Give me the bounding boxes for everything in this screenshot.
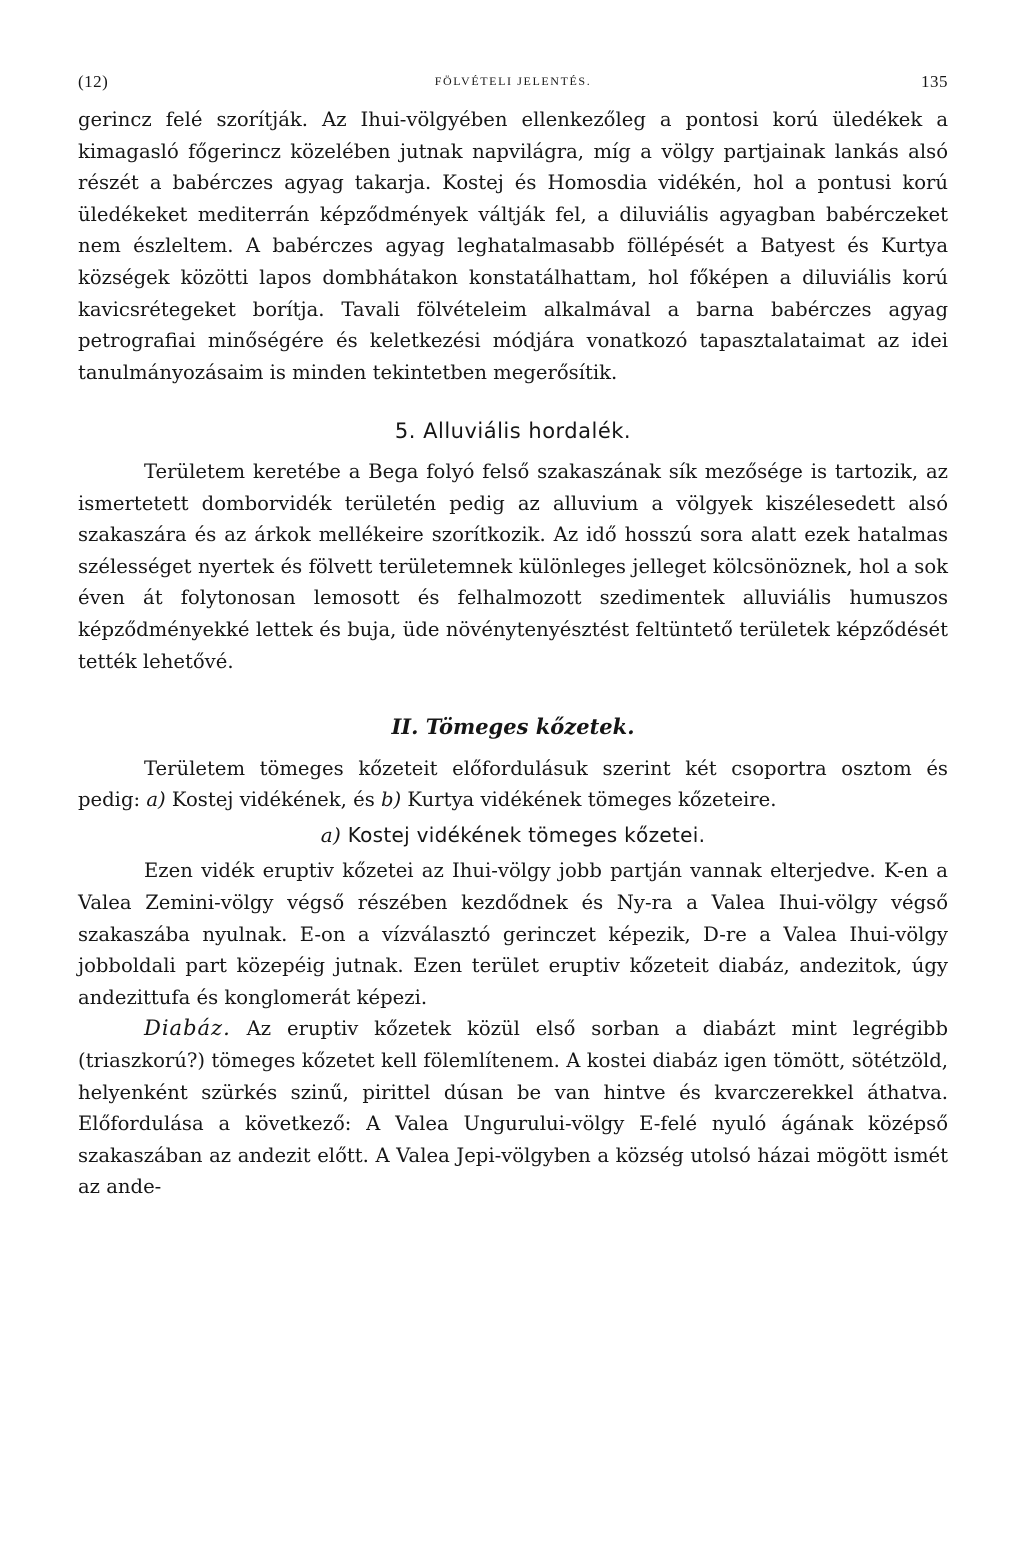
label-b: b) (381, 788, 402, 812)
paragraph-diabaz-text: Az eruptiv kőzetek közül első sorban a diabázt mint legrégibb (triaszkorú?) tömeges kőzetet kell fölemlítenem. A kostei diabáz igen tömött, sötétzöld, helyenként szürkés szinű, pirittel dúsan be van hintve és kvarczerekkel áthatva. Előfordulása a következő: A Valea Ungurului-völgy E-felé nyuló ágának középső szakaszában az andezit előtt. A Valea Jepi-völgyben a község utolsó házai mögött ismét az ande- (78, 1017, 948, 1199)
subsection-heading-kostej (78, 820, 948, 852)
paragraph-eruptive: Ezen vidék eruptiv kőzetei az Ihui-völgy jobb partján vannak elterjedve. K-en a Valea Zemini-völgy végső részében kezdődnek és Ny-ra a Valea Ihui-völgy végső szakaszába nyulnak. E-on a vízválasztó gerinczet képezik, D-re a Valea Ihui-völgy jobboldali part közepéig jutnak. Ezen terület eruptiv kőzeteit diabáz, andezitok, úgy andezittufa és konglomerát képezi. (78, 859, 948, 1009)
paragraph-babérczes-agyag: gerincz felé szorítják. Az Ihui-völgyében ellenkezőleg a pontosi korú üledékek a kimagasló főgerincz közelében jutnak napvilágra, míg a völgy partjainak lankás alsó részét a babérczes agyag takarja. Kostej és Homosdia vidékén, hol a pontusi korú üledékeket mediterrán képződmények váltják fel, a diluviális agyagban babérczeket nem észleltem. A babérczes agyag leghatalmasabb föllépését a Batyest és Kurtya községek közötti lapos dombhátakon konstatálhattam, hol főképen a diluviális korú kavicsrétegeket borítja. Tavali fölvételeim alkalmával a barna babérczes agyag petrografiai minőségére és keletkezési módjára vonatkozó tapasztalataimat az idei tanulmányozásaim is minden tekintetben megerősítik. (78, 108, 948, 384)
label-a: a) (146, 788, 166, 812)
running-head (78, 64, 948, 104)
diabaz-title: Diabáz. (144, 1016, 231, 1041)
running-title: FÖLVÉTELI JELENTÉS. (434, 74, 592, 88)
paragraph-rock-groups-text-2: Kostej vidékének, és (165, 788, 381, 812)
paragraph-rock-groups-text-3: Kurtya vidékének tömeges kőzeteire. (401, 788, 777, 812)
paragraph-rock-groups-text-1: Területem tömeges kőzeteit előfordulásuk szerint két csoportra osztom és pedig: (78, 756, 948, 812)
paragraph-diabaz (78, 1013, 948, 1203)
page-number: 135 (921, 72, 948, 91)
chapter-number: (12) (78, 72, 109, 91)
paragraph-rock-groups (78, 753, 948, 816)
section-heading-massive-rocks: II. Tömeges kőzetek. (391, 714, 635, 740)
page (78, 64, 948, 1203)
paragraph-alluvium: Területem keretébe a Bega folyó felső szakaszának sík mezősége is tartozik, az ismertetett domborvidék területén pedig az alluvium a völgyek kiszélesedett alsó szakaszára és az árkok mellékeire szorítkozik. Az idő hosszú sora alatt ezek hatalmas szélességet nyertek és fölvett területemnek különleges jelleget kölcsönöznek, hol a sok éven át folytonosan lemosott és felhalmozott szedimentek alluviális humuszos képződményekké lettek és buja, üde növénytenyésztést feltüntető területek képződését tették lehetővé. (78, 459, 948, 673)
subsection-label: a) (320, 822, 342, 847)
subsection-text: Kostej vidékének tömeges kőzetei. (341, 822, 706, 847)
section-heading-alluvial: 5. Alluviális hordalék. (394, 419, 632, 444)
